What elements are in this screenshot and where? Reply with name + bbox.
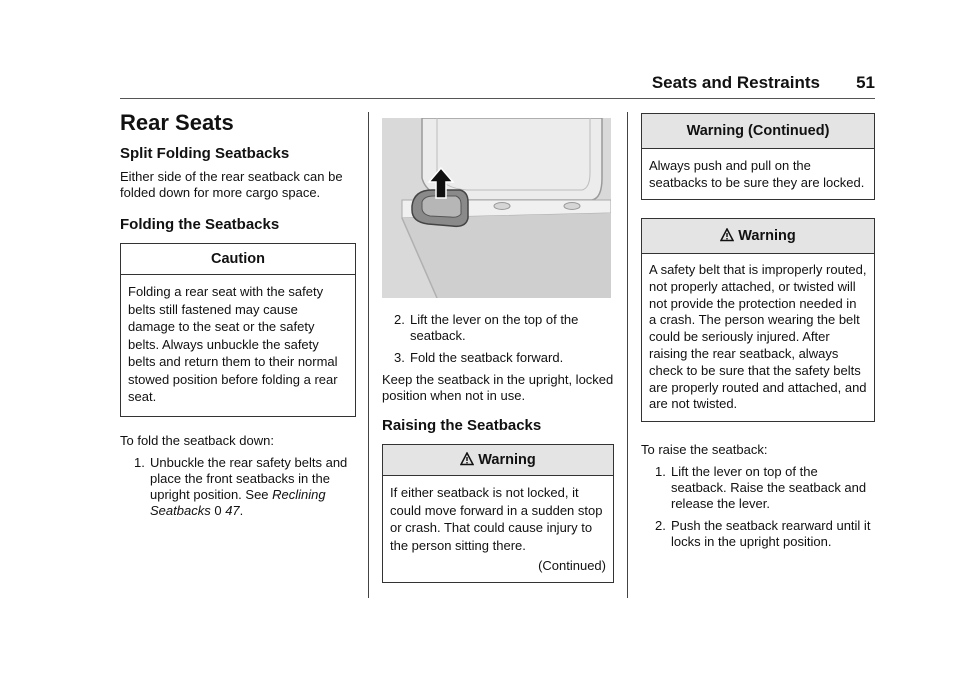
to-raise-text: To raise the seatback: bbox=[641, 442, 768, 458]
step-number: 3. bbox=[394, 350, 405, 365]
step-number: 1. bbox=[134, 454, 145, 470]
warning-body bbox=[383, 476, 613, 582]
page-number: 51 bbox=[856, 73, 875, 92]
section-title: Seats and Restraints bbox=[651, 73, 820, 92]
warning-title bbox=[383, 445, 613, 476]
column-divider bbox=[368, 112, 369, 598]
warning-icon bbox=[460, 452, 474, 466]
step-text: Lift the lever on top of the seatback. Raise the seatback and release the lever. bbox=[671, 464, 867, 512]
column-3 bbox=[641, 113, 875, 556]
column-2 bbox=[382, 118, 614, 583]
warning-title-text: Warning bbox=[738, 228, 796, 244]
warning-continued-box bbox=[641, 113, 875, 200]
subtitle: Split Folding Seatbacks bbox=[120, 145, 290, 162]
list-item bbox=[649, 518, 875, 550]
page-ref-icon: 0 bbox=[214, 502, 222, 518]
warning-continued-title: Warning (Continued) bbox=[642, 114, 874, 149]
seat-illustration-svg bbox=[382, 118, 611, 298]
warning-icon bbox=[720, 228, 734, 242]
reclining-seatbacks-link[interactable]: Reclining Seatbacks bbox=[150, 486, 326, 518]
step-number: 2. bbox=[655, 518, 666, 534]
fold-steps-cont bbox=[382, 312, 614, 366]
warning-box bbox=[382, 444, 614, 583]
warning-box-2 bbox=[641, 218, 875, 422]
column-divider bbox=[627, 112, 628, 598]
caution-title: Caution bbox=[121, 244, 355, 275]
list-item bbox=[388, 350, 614, 366]
warning-title-text: Warning bbox=[478, 452, 536, 468]
column-1 bbox=[120, 110, 356, 525]
step-end: . bbox=[239, 502, 244, 518]
step-text: Push the seatback rearward until it locks in the upright position. bbox=[671, 518, 871, 550]
page-header bbox=[120, 70, 875, 99]
warning-body-2: A safety belt that is improperly routed, not properly attached, or twisted will not provide the protection needed in a crash. The person wearing the belt could be seriously injured. After raising the rear seatback, always check to be sure that the safety belts are properly routed and attached, and are not twisted. bbox=[649, 262, 867, 412]
page-title: Rear Seats bbox=[120, 110, 234, 135]
keep-upright-text: Keep the seatback in the upright, locked position when not in use. bbox=[382, 372, 614, 403]
seatback-lever-illustration bbox=[382, 118, 611, 298]
step-text: Lift the lever on the top of the seatback. bbox=[410, 312, 579, 343]
step-number: 2. bbox=[394, 312, 405, 327]
folding-heading: Folding the Seatbacks bbox=[120, 216, 280, 233]
list-item bbox=[649, 464, 875, 512]
page-ref[interactable]: 47 bbox=[225, 502, 240, 518]
step-text: Fold the seatback forward. bbox=[410, 350, 564, 365]
warning-title bbox=[642, 219, 874, 254]
warning-body-text: If either seatback is not locked, it could move forward in a sudden stop or crash. That could cause injury to the person sitting there. bbox=[390, 485, 603, 553]
to-fold-text: To fold the seatback down: bbox=[120, 432, 274, 448]
caution-body: Folding a rear seat with the safety belts still fastened may cause damage to the seat or the safety belts. Always unbuckle the safety belts and return them to their normal stowed position before folding a rear seat. bbox=[128, 284, 338, 404]
raise-steps bbox=[641, 464, 875, 550]
intro-text: Either side of the rear seatback can be folded down for more cargo space. bbox=[120, 169, 343, 200]
caution-box bbox=[120, 243, 356, 417]
fold-steps bbox=[120, 455, 356, 519]
continued-label: (Continued) bbox=[538, 558, 606, 573]
list-item bbox=[388, 312, 614, 344]
list-item bbox=[128, 455, 356, 519]
step-text: Unbuckle the rear safety belts and place the front seatbacks in the upright position. See bbox=[150, 454, 348, 502]
step-number: 1. bbox=[655, 464, 666, 480]
warning-continued-body: Always push and pull on the seatbacks to be sure they are locked. bbox=[649, 158, 865, 190]
raising-heading: Raising the Seatbacks bbox=[382, 417, 542, 434]
